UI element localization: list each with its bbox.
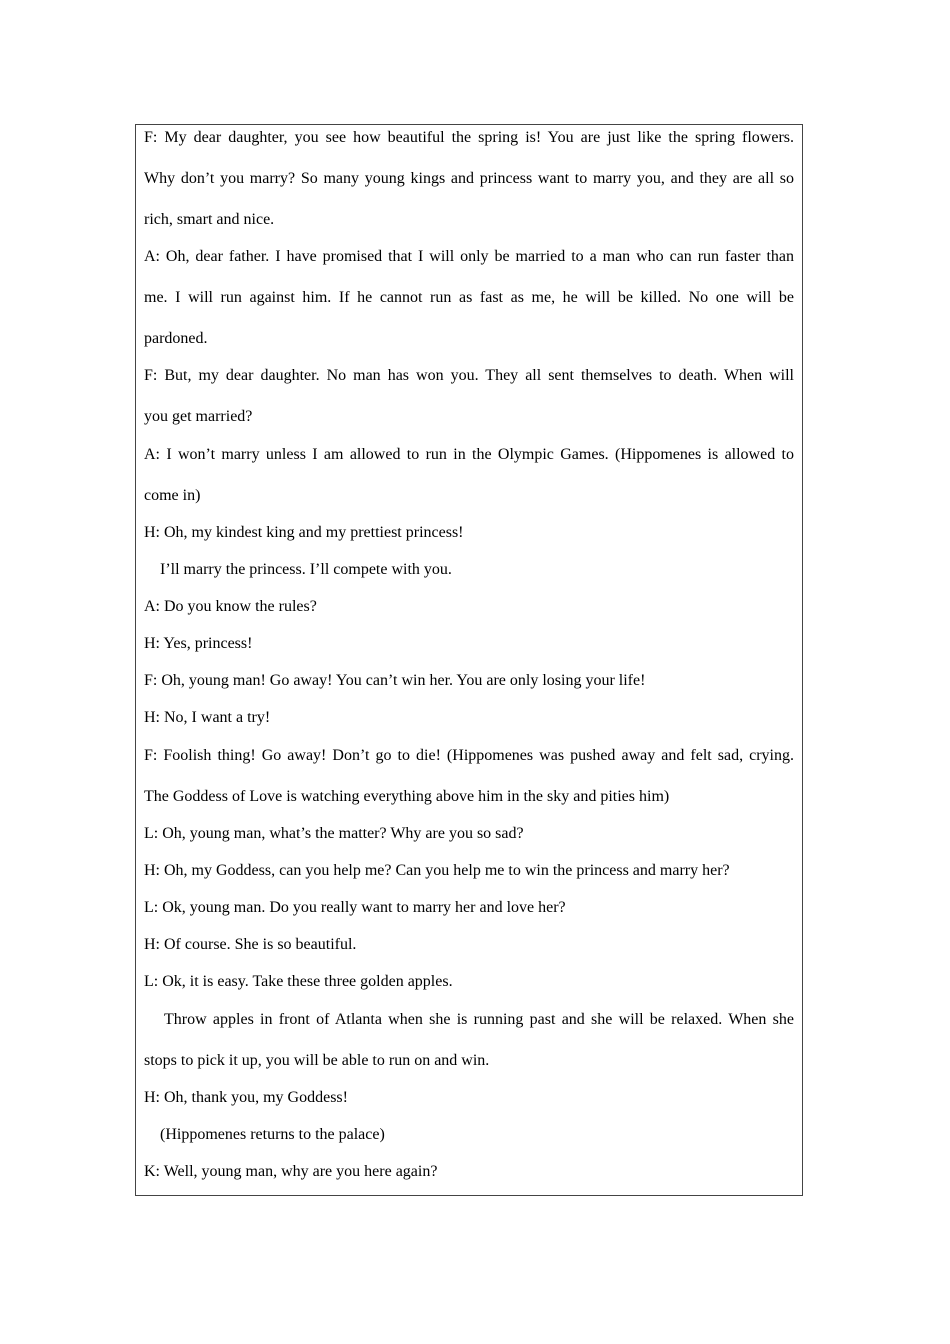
dialogue-line: pardoned. — [144, 330, 208, 347]
dialogue-box — [135, 124, 803, 1196]
dialogue-line: H: No, I want a try! — [144, 709, 271, 726]
dialogue-line: I’ll marry the princess. I’ll compete with you. — [160, 561, 452, 578]
dialogue-line: H: Oh, my kindest king and my prettiest princess! — [144, 524, 464, 541]
dialogue-line: F: Foolish thing! Go away! Don’t go to die! (Hippomenes was pushed away and felt sad, crying. — [144, 747, 794, 764]
dialogue-line: H: Oh, thank you, my Goddess! — [144, 1089, 348, 1106]
dialogue-line: K: Well, young man, why are you here again? — [144, 1163, 438, 1180]
dialogue-line: F: My dear daughter, you see how beautiful the spring is! You are just like the spring flowers. — [144, 129, 794, 146]
dialogue-line: H: Yes, princess! — [144, 635, 253, 652]
dialogue-line: A: Oh, dear father. I have promised that I will only be married to a man who can run faster than — [144, 248, 794, 265]
dialogue-line: H: Of course. She is so beautiful. — [144, 936, 357, 953]
dialogue-line: Throw apples in front of Atlanta when she is running past and she will be relaxed. When she — [164, 1011, 794, 1028]
dialogue-line: L: Ok, young man. Do you really want to marry her and love her? — [144, 899, 566, 916]
dialogue-line: L: Ok, it is easy. Take these three golden apples. — [144, 973, 453, 990]
dialogue-line: stops to pick it up, you will be able to run on and win. — [144, 1052, 490, 1069]
dialogue-line: F: Oh, young man! Go away! You can’t win her. You are only losing your life! — [144, 672, 646, 689]
dialogue-line: rich, smart and nice. — [144, 211, 275, 228]
dialogue-line: Why don’t you marry? So many young kings and princess want to marry you, and they are all so — [144, 170, 794, 187]
dialogue-line: F: But, my dear daughter. No man has won you. They all sent themselves to death. When will — [144, 367, 794, 384]
dialogue-line: me. I will run against him. If he cannot run as fast as me, he will be killed. No one will be — [144, 289, 794, 306]
dialogue-line: you get married? — [144, 408, 253, 425]
dialogue-line: A: Do you know the rules? — [144, 598, 317, 615]
dialogue-line: A: I won’t marry unless I am allowed to run in the Olympic Games. (Hippomenes is allowed to — [144, 446, 794, 463]
dialogue-line: come in) — [144, 487, 201, 504]
dialogue-line: H: Oh, my Goddess, can you help me? Can you help me to win the princess and marry her? — [144, 862, 730, 879]
dialogue-line: L: Oh, young man, what’s the matter? Why are you so sad? — [144, 825, 524, 842]
dialogue-line: (Hippomenes returns to the palace) — [160, 1126, 385, 1143]
dialogue-line: The Goddess of Love is watching everything above him in the sky and pities him) — [144, 788, 670, 805]
